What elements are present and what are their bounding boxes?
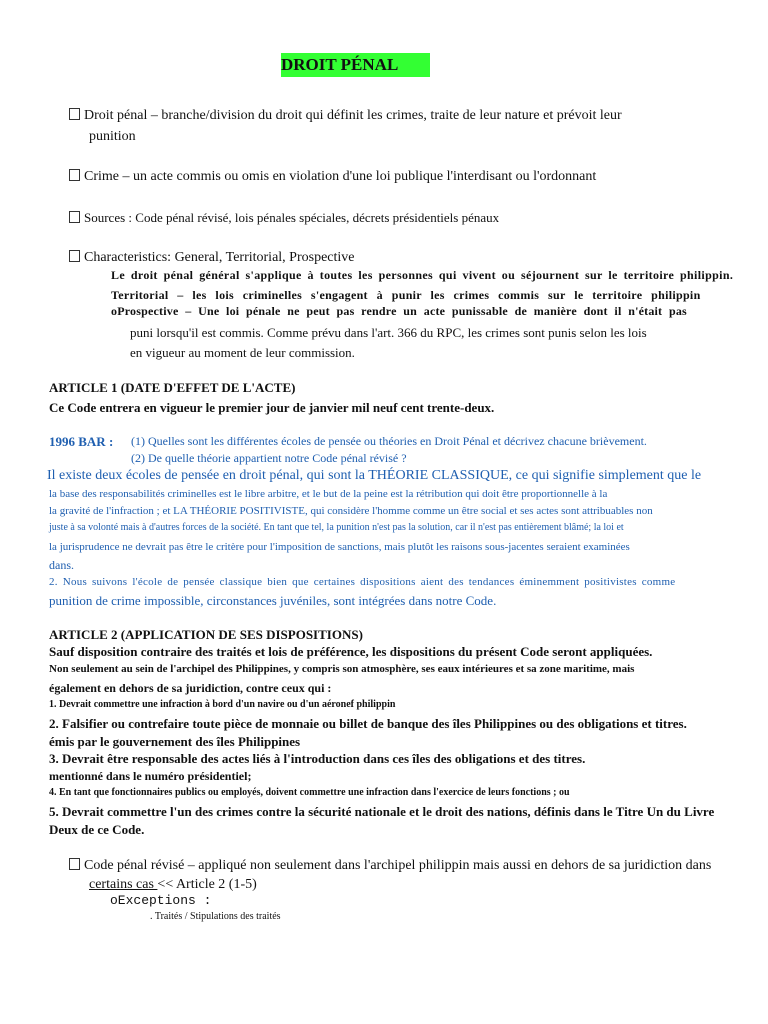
treaties-item: . Traités / Stipulations des traités (150, 911, 281, 922)
characteristics-text: Characteristics: General, Territorial, Prospective (84, 250, 355, 265)
bar-question-1: (1) Quelles sont les différentes écoles de pensée ou théories en Droit Pénal et décrivez chacune brièvement. (131, 434, 647, 448)
bar-answer-6: dans. (49, 558, 74, 572)
bullet-sources (69, 210, 499, 226)
cases-label: certains cas (89, 877, 158, 892)
article2-scope-2: également en dehors de sa juridiction, contre ceux qui : (49, 681, 332, 695)
sources-text: Sources : Code pénal révisé, lois pénales spéciales, décrets présidentiels pénaux (84, 210, 500, 225)
definition-text: Droit pénal – branche/division du droit qui définit les crimes, traite de leur nature et prévoit leur (84, 108, 622, 123)
article2-item-2b: émis par le gouvernement des îles Philippines (49, 734, 301, 749)
bullet-definition (69, 108, 622, 124)
territorial-text: Territorial – les lois criminelles s'engagent à punir les crimes commis sur le territoire philippin (111, 288, 701, 302)
bar-answer-8: punition de crime impossible, circonstances juvéniles, sont intégrées dans notre Code. (49, 593, 497, 608)
prospective-text-3: en vigueur au moment de leur commission. (130, 345, 355, 360)
article2-item-5: 5. Devrait commettre l'un des crimes contre la sécurité nationale et le droit des nations, définis dans le Titre Un du Livre (49, 804, 715, 819)
bar-question-2: (2) De quelle théorie appartient notre Code pénal révisé ? (131, 451, 407, 465)
bar-answer-4: juste à sa volonté mais à d'autres forces de la société. En tant que tel, la punition n'est pas la solution, car il n'est pas entièrement blâmé; la loi et (49, 522, 624, 533)
article2-intro: Sauf disposition contraire des traités et lois de préférence, les dispositions du présent Code seront appliquées. (49, 644, 653, 659)
bullet-characteristics (69, 250, 355, 266)
bar-label: 1996 BAR : (49, 434, 114, 449)
bar-answer-5: la jurisprudence ne devrait pas être le critère pour l'imposition de sanctions, mais plutôt les raisons sous-jacentes seraient examinées (49, 541, 630, 553)
article2-item-5b: Deux de ce Code. (49, 822, 145, 837)
page-title: DROIT PÉNAL (281, 53, 430, 77)
article2-item-3b: mentionné dans le numéro présidentiel; (49, 769, 252, 783)
rpc-text: Code pénal révisé – appliqué non seulement dans l'archipel philippin mais aussi en dehors de sa juridiction dans (84, 858, 712, 873)
article2-heading: ARTICLE 2 (APPLICATION DE SES DISPOSITIONS) (49, 627, 363, 642)
rpc-cases (89, 877, 257, 893)
crime-text: Crime – un acte commis ou omis en violation d'une loi publique l'interdisant ou l'ordonnant (84, 169, 597, 184)
general-text: Le droit pénal général s'applique à toutes les personnes qui vivent ou séjournent sur le territoire philippin. (111, 268, 734, 282)
prospective-text-2: puni lorsqu'il est commis. Comme prévu dans l'art. 366 du RPC, les crimes sont punis selon les lois (130, 325, 647, 340)
bullet-box-icon (69, 858, 80, 870)
bullet-box-icon (69, 169, 80, 181)
exceptions-label: oExceptions : (110, 893, 212, 908)
bar-answer-2: la base des responsabilités criminelles est le libre arbitre, et le but de la peine est la rétribution qui doit être proportionnelle à la (49, 488, 608, 500)
bullet-box-icon (69, 108, 80, 120)
article2-item-4: 4. En tant que fonctionnaires publics ou employés, doivent commettre une infraction dans l'exercice de leurs fonctions ; ou (49, 787, 570, 798)
bar-answer-1: Il existe deux écoles de pensée en droit pénal, qui sont la THÉORIE CLASSIQUE, ce qui signifie simplement que le (47, 468, 702, 483)
bullet-rpc (69, 858, 711, 874)
definition-text-cont: punition (89, 129, 136, 144)
prospective-text: oProspective – Une loi pénale ne peut pas rendre un acte punissable de manière dont il n'était pas (111, 304, 687, 318)
bar-answer-3: la gravité de l'infraction ; et LA THÉORIE POSITIVISTE, qui considère l'homme comme un être social et ses actes sont attribuables non (49, 505, 653, 517)
cases-ref: << Article 2 (1-5) (157, 877, 257, 892)
article2-item-2: 2. Falsifier ou contrefaire toute pièce de monnaie ou billet de banque des îles Philippines ou des obligations et titres. (49, 716, 687, 731)
bar-answer-7: 2. Nous suivons l'école de pensée classique bien que certaines dispositions aient des tendances éminemment positivistes comme (49, 576, 676, 588)
article2-item-3: 3. Devrait être responsable des actes liés à l'introduction dans ces îles des obligations et des titres. (49, 751, 586, 766)
bullet-crime (69, 169, 596, 185)
article1-text: Ce Code entrera en vigueur le premier jour de janvier mil neuf cent trente-deux. (49, 400, 495, 415)
article1-heading: ARTICLE 1 (DATE D'EFFET DE L'ACTE) (49, 380, 296, 395)
bullet-box-icon (69, 211, 80, 223)
article2-item-1: 1. Devrait commettre une infraction à bord d'un navire ou d'un aéronef philippin (49, 699, 396, 710)
article2-scope-1: Non seulement au sein de l'archipel des Philippines, y compris son atmosphère, ses eaux intérieures et sa zone maritime, mais (49, 663, 635, 675)
bullet-box-icon (69, 250, 80, 262)
